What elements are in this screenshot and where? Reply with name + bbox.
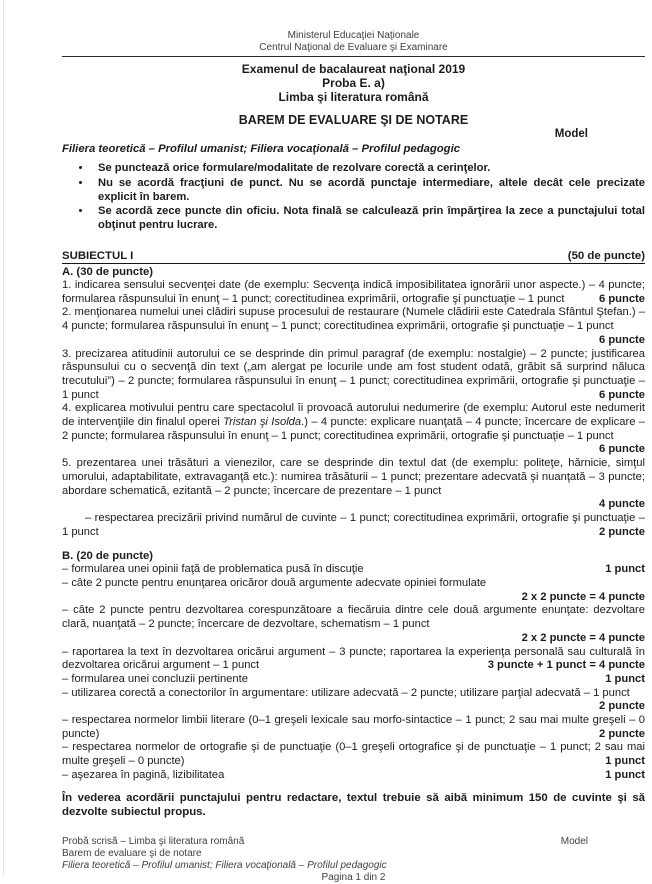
points-value: 1 punct xyxy=(605,768,645,781)
rubric-item-a1 xyxy=(62,279,645,306)
points-value: 1 punct xyxy=(605,563,645,576)
rubric-item-text: .) – 4 puncte: explicare nuanţată – 4 puncte; încercare de explicare – 2 puncte; formularea răspunsului în enunţ – 1 punct; corectitudinea exprimării, ortografie şi punctuaţie – 1 punct xyxy=(62,416,645,442)
footer-line3: Filiera teoretică – Profilul umanist; Filiera vocaţională – Profilul pedagogic xyxy=(62,859,387,871)
points-value: 6 puncte xyxy=(598,388,645,401)
points-value: 6 puncte xyxy=(598,443,645,456)
note-item: • Nu se acordă fracţiuni de punct. Nu se acordă punctaje intermediare, altele decât cele precizate explicit în barem. xyxy=(92,177,645,205)
header-rule xyxy=(62,56,645,57)
center-name: Centrul Naţional de Evaluare şi Examinare xyxy=(259,41,448,53)
points-value: 1 punct xyxy=(605,672,645,685)
points-value: 6 puncte xyxy=(598,292,645,305)
rubric-item-a3 xyxy=(62,348,645,403)
rubric-item-text: 2. menţionarea numelui unei clădiri supuse procesului de restaurare (Numele clădirii este Catedrala Sfântul Ştefan.) – 4 puncte; formularea răspunsului în enunţ – 1 punct; corectitudinea exprimării, ortografie şi punctuaţie – 1 punct xyxy=(62,306,645,333)
section-gap xyxy=(62,539,645,548)
rubric-item-text: 3. precizarea atitudinii autorului ce se desprinde din primul paragraf (de exemplu: nostalgie) – 2 puncte; justificarea răspunsului cu o secvenţă din text („am alergat pe locurile unde am fost student odată, grăbit să surprind năluca trecutului”) – 2 puncte; formularea răspunsului în enunţ – 1 punct; corectitudinea exprimării, ortografie şi punctuaţie – 1 punct xyxy=(62,347,645,401)
filiera-line: Filiera teoretică – Profilul umanist; Filiera vocaţională – Profilul pedagogic xyxy=(62,143,461,155)
rubric-item-text: 5. prezentarea unei trăsături a vienezilor, care se desprinde din textul dat (de exemplu: politeţe, hărnicie, simţul umorului, adaptabilitate, extravaganţă etc.): numirea trăsăturii – 1 punct; prezentare adecvată şi nuanţată – 3 puncte; abordare schematică, ezitantă – 2 puncte; încercare de prezentare – 1 punct xyxy=(62,457,645,497)
rubric-item-text: – formularea unei opinii faţă de problematica pusă în discuţie xyxy=(62,563,364,576)
points-value: 2 x 2 puncte = 4 puncte xyxy=(521,631,645,644)
rubric-item-b2 xyxy=(62,577,645,604)
document-header xyxy=(62,30,645,53)
exam-title: Examenul de bacalaureat naţional 2019 xyxy=(241,62,466,76)
rubric-item-b6 xyxy=(62,687,645,714)
proba-label: Proba E. a) xyxy=(322,76,385,90)
subiect1-total-points: (50 de puncte) xyxy=(567,249,645,262)
model-label: Model xyxy=(554,128,588,140)
title-block xyxy=(62,62,645,104)
rubric-item-a6 xyxy=(62,512,645,539)
page-number: Pagina 1 din 2 xyxy=(321,872,386,884)
grading-notes-list xyxy=(62,162,645,233)
rubric-item-b9 xyxy=(62,769,645,783)
rubric-item-a4 xyxy=(62,402,645,457)
section-b-heading: B. (20 de puncte) xyxy=(62,550,154,563)
rubric-item-text: – câte 2 puncte pentru enunţarea oricăror două argumente adecvate opiniei formulate xyxy=(62,577,487,590)
note-item: • Se punctează orice formulare/modalitate de rezolvare corectă a cerinţelor. xyxy=(92,162,645,176)
points-value: 2 x 2 puncte = 4 puncte xyxy=(521,590,645,603)
note-item: • Se acordă zece puncte din oficiu. Nota finală se calculează prin împărţirea la zece a punctajului total obţinut pentru lucrare. xyxy=(92,205,645,233)
footer-line1: Probă scrisă – Limba şi literatura română xyxy=(62,836,245,847)
points-value: 1 punct xyxy=(605,755,645,768)
rubric-item-text: – câte 2 puncte pentru dezvoltarea corespunzătoare a fiecăruia dintre cele două argumente enunţate: dezvoltare clară, nuanţată – 2 puncte; încercare de dezvoltare, schematism – 1 punct xyxy=(62,604,645,631)
page-footer xyxy=(62,836,645,884)
points-value: 2 puncte xyxy=(598,700,645,713)
rubric-item-b7 xyxy=(62,714,645,741)
rubric-item-text: – aşezarea în pagină, lizibilitatea xyxy=(62,768,225,781)
footer-line2: Barem de evaluare şi de notare xyxy=(62,847,202,859)
rubric-item-text: – formularea unei concluzii pertinente xyxy=(62,672,248,685)
page-edge-line xyxy=(3,0,4,876)
points-value: 4 puncte xyxy=(598,498,645,511)
rubric-item-text: – respectarea normelor limbii literare (0–1 greşeli lexicale sau morfo-sintactice – 1 punct; 2 sau mai multe greşeli – 0 puncte) xyxy=(62,714,645,740)
rubric-item-a5 xyxy=(62,457,645,512)
barem-title: BAREM DE EVALUARE ŞI DE NOTARE xyxy=(238,113,469,127)
rubric-item-b5 xyxy=(62,673,645,687)
opera-title-italic: Tristan şi Isolda xyxy=(223,416,302,429)
subiect1-heading-row xyxy=(62,250,645,264)
rubric-item-b4 xyxy=(62,646,645,673)
rubric-item-b8 xyxy=(62,741,645,768)
subiect1-heading: SUBIECTUL I xyxy=(62,249,134,262)
rubric-item-text: 1. indicarea sensului secvenţei date (de exemplu: Secvenţa indică imposibilitatea ignorării unor aspecte.) – 4 puncte; formularea răspunsului în enunţ – 1 punct; corectitudinea exprimării, ortografie şi punctuaţie – 1 punct xyxy=(62,278,645,305)
points-value: 2 puncte xyxy=(598,727,645,740)
footer-model-label: Model xyxy=(560,836,588,847)
ministry-name: Ministerul Educaţiei Naţionale xyxy=(287,30,420,41)
rubric-item-b3 xyxy=(62,604,645,645)
points-value: 3 puncte + 1 punct = 4 puncte xyxy=(487,659,645,672)
rubric-item-text: 4. explicarea motivului pentru care spectacolul îi provoacă autorului nedumerire (de exemplu: Autorul este nedumerit de intervenţiile din finalul operei xyxy=(62,402,645,429)
points-value: 2 puncte xyxy=(598,525,645,538)
redactare-note: În vederea acordării punctajului pentru redactare, textul trebuie să aibă minimum 150 de cuvinte şi să dezvolte subiectul propus. xyxy=(62,791,645,818)
points-value: 6 puncte xyxy=(598,333,645,346)
rubric-item-text: – respectarea normelor de ortografie şi de punctuaţie (0–1 greşeli ortografice şi de punctuaţie – 1 punct; 2 sau mai multe greşeli – 0 puncte) xyxy=(62,741,645,768)
section-a-heading: A. (30 de puncte) xyxy=(62,265,154,278)
rubric-item-a2 xyxy=(62,306,645,347)
subject-title: Limba şi literatura română xyxy=(278,90,429,104)
rubric-item-text: – raportarea la text în dezvoltarea oricărui argument – 3 puncte; raportarea la experienţa personală sau culturală în dezvoltarea oricărui argument – 1 punct xyxy=(62,645,645,672)
rubric-item-text: – respectarea precizării privind numărul de cuvinte – 1 punct; corectitudinea exprimării, ortografie şi punctuaţie – 1 punct xyxy=(62,511,645,538)
rubric-item-text: – utilizarea corectă a conectorilor în argumentare: utilizare adecvată – 2 puncte; utilizare parţial adecvată – 1 punct xyxy=(62,686,630,699)
rubric-item-b1 xyxy=(62,563,645,577)
